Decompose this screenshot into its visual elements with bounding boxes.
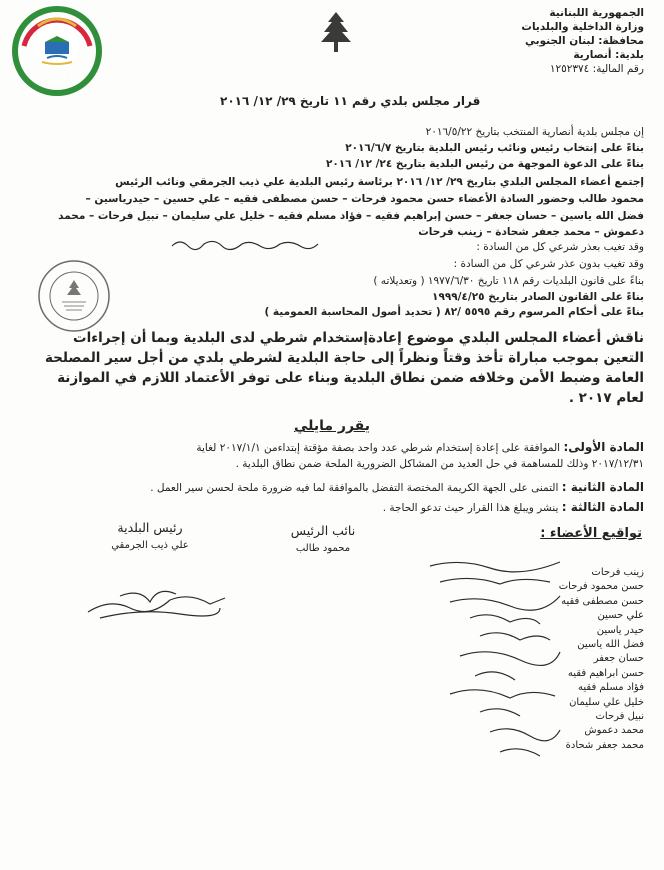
header-line: بلدية: أنصارية xyxy=(573,49,644,61)
members-signatures-icon xyxy=(420,556,570,766)
basis-line: بناءً على أحكام المرسوم رقم ٥٥٩٥ /٨٢ ( تحديد أصول المحاسبة العمومية ) xyxy=(264,306,644,318)
basis-line: وقد تغيب بعذر شرعي كل من السادة : xyxy=(476,241,644,253)
basis-line: وقد تغيب بدون عذر شرعي كل من السادة : xyxy=(453,258,644,270)
basis-line: بناءً على الدعوة الموجهة من رئيس البلدية بتاريخ ٢٤/ ١٢/ ٢٠١٦ xyxy=(325,158,644,170)
article-text: ينشر ويبلغ هذا القرار حيث تدعو الحاجة . xyxy=(382,502,559,514)
cedar-emblem-icon xyxy=(318,10,354,56)
member-name: محمد دعموش xyxy=(584,725,644,737)
article-text: ٢٠١٧/١٢/٣١ وذلك للمساهمة في حل العديد من المشاكل الضرورية الملحة ضمن نطاق البلدية . xyxy=(235,458,644,470)
members-signatures-title: تواقيع الأعضاء : xyxy=(540,526,642,541)
member-name: حسن مصطفى فقيه xyxy=(561,595,644,607)
header-line: رقم المالية: ١٢٥٢٣٧٤ xyxy=(549,63,644,75)
member-name: حسن محمود فرحات xyxy=(558,581,644,593)
dotted-field xyxy=(170,236,320,256)
article-text: التمنى على الجهة الكريمة المختصة التفضل بالموافقة لما فيه ضرورة ملحة لحسن سير العمل . xyxy=(150,482,559,494)
president-title: رئيس البلدية xyxy=(117,520,183,535)
member-name: علي حسين xyxy=(597,610,644,622)
decides-title: يقرر مايلي xyxy=(293,418,371,434)
header-line: محافظة: لبنان الجنوبي xyxy=(525,35,644,47)
header-line: وزارة الداخلية والبلديات xyxy=(521,21,644,33)
member-name: خليل علي سليمان xyxy=(569,696,644,708)
member-name: محمد جعفر شحادة xyxy=(565,739,644,751)
basis-line: بناءً على إنتخاب رئيس ونائب رئيس البلدية بتاريخ ٢٠١٦/٦/٧ xyxy=(345,142,644,154)
member-name: نبيل فرحات xyxy=(595,711,644,723)
article-text: الموافقة على إعادة إستخدام شرطي عدد واحد بصفة مؤقتة إبتداءمن ٢٠١٧/١/١ لغاية xyxy=(196,442,561,454)
member-name: فضل الله ياسين xyxy=(577,639,644,651)
basis-line: محمود طالب وحضور السادة الأعضاء حسن محمود فرحات – حسن مصطفى فقيه – علي حسين – حيدرياسين – xyxy=(85,193,644,205)
letterhead xyxy=(521,6,644,76)
member-name: حيدر ياسين xyxy=(596,624,644,636)
article-line xyxy=(236,457,644,471)
member-name: زينب فرحات xyxy=(591,567,644,578)
vice-president-name: محمود طالب xyxy=(295,543,351,554)
basis-line: إن مجلس بلدية أنصارية المنتخب بتاريخ ٢٠١٦/٥/٢٢ xyxy=(425,126,644,138)
header-line: الجمهورية اللبنانية xyxy=(549,7,644,19)
article-label: المادة الثانية : xyxy=(561,480,644,494)
president-signature-icon xyxy=(80,578,230,628)
members-list xyxy=(559,566,644,753)
basis-line: فضل الله ياسين – حسان جعفر – حسن إبراهيم فقيه – فؤاد مسلم فقيه – خليل علي سليمان – نبيل فرحات – محمد xyxy=(58,210,644,222)
president-name: علي ذيب الجرمقي xyxy=(111,540,189,551)
article-line xyxy=(383,500,644,515)
discussion-paragraph: ناقش أعضاء المجلس البلدي موضوع إعادةإستخدام شرطي لدى البلدية وبما أن إجراءات التعين بموجب مباراة تأخذ وقتاً ونظراً إلى حاجة البلدية لشرطي بلدي من أجل سير المصلحة العامة وضبط الأمن وخلافه ضمن نطاق البلدية وبناء على توفر الأعتماد اللازم في الموازنة لعام ٢٠١٧ . xyxy=(44,330,644,406)
article-line xyxy=(196,440,644,455)
basis-line: بناءً على قانون البلديات رقم ١١٨ تاريخ ١٩٧٧/٦/٣٠ ( وتعديلاته ) xyxy=(373,275,644,287)
article-label: المادة الثالثة : xyxy=(561,500,644,514)
municipality-logo xyxy=(12,6,102,96)
svg-text:بلدية أنصارية xyxy=(38,65,87,84)
logo-text: بلدية أنصارية xyxy=(37,64,87,85)
member-name: حسان جعفر xyxy=(593,653,644,665)
decision-title: قرار مجلس بلدي رقم ١١ تاريخ ٢٩/ ١٢/ ٢٠١٦ xyxy=(220,94,481,108)
article-line xyxy=(150,480,644,495)
article-label: المادة الأولى: xyxy=(563,440,644,454)
municipal-stamp-icon xyxy=(36,258,112,334)
member-name: حسن ابراهيم فقيه xyxy=(567,667,644,679)
basis-line: إجتمع أعضاء المجلس البلدي بتاريخ ٢٩/ ١٢/ ٢٠١٦ برئاسة رئيس البلدية علي ذيب الجرمقي ونائب الرئيس xyxy=(115,176,644,188)
basis-line: دعموش – محمد جعفر شحادة – زينب فرحات xyxy=(418,226,644,238)
basis-line: بناءً على القانون الصادر بتاريخ ١٩٩٩/٤/٢٥ xyxy=(432,291,644,303)
member-name: فؤاد مسلم فقيه xyxy=(578,682,644,694)
vice-president-title: نائب الرئيس xyxy=(290,523,356,538)
